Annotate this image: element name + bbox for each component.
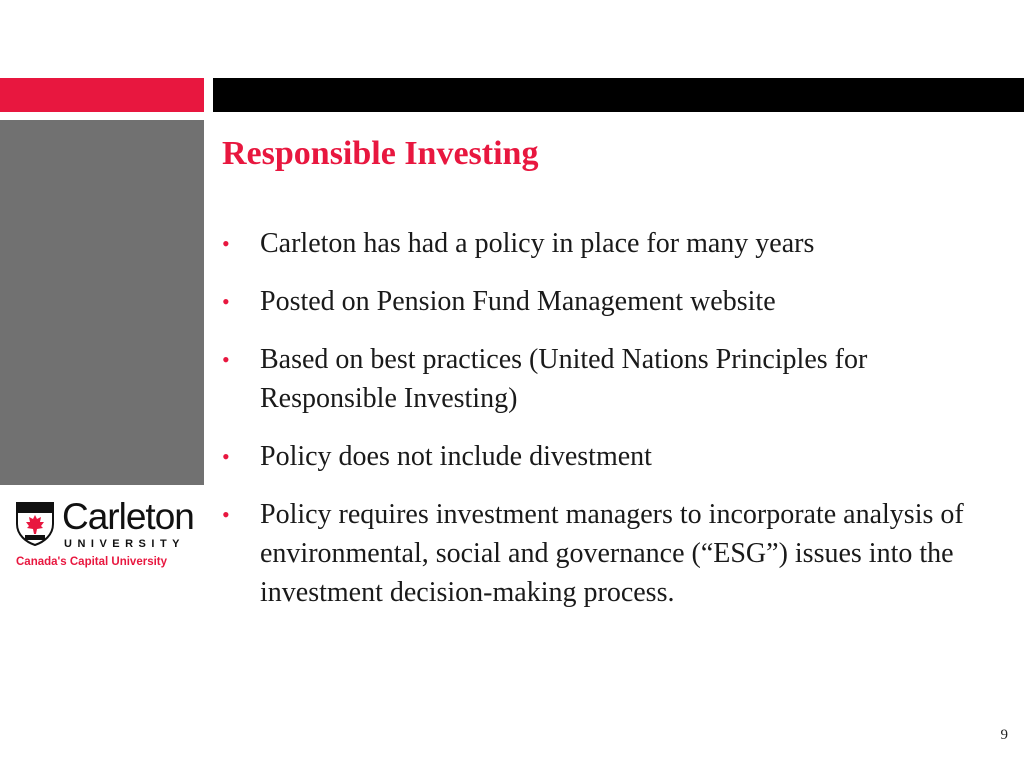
header-dark-bar — [213, 78, 1024, 112]
bullet-text: Policy requires investment managers to incorporate analysis of environmental, social and governance (“ESG”) issues into the investment decision-making process. — [260, 499, 964, 608]
logo-tagline: Canada's Capital University — [16, 556, 168, 568]
logo-subtitle: UNIVERSITY — [64, 538, 186, 550]
slide-title: Responsible Investing — [222, 135, 539, 172]
bullet-item — [222, 282, 992, 321]
carleton-shield-icon — [16, 502, 54, 546]
bullet-item — [222, 224, 992, 263]
bullet-list — [222, 224, 992, 631]
header-accent-bar — [0, 78, 204, 112]
bullet-item — [222, 495, 992, 612]
bullet-text: Carleton has had a policy in place for many years — [260, 228, 815, 259]
bullet-item — [222, 437, 992, 476]
bullet-icon: • — [222, 444, 230, 469]
bullet-icon: • — [222, 231, 230, 256]
bullet-icon: • — [222, 289, 230, 314]
bullet-text: Policy does not include divestment — [260, 441, 652, 472]
logo-wordmark: Carleton — [62, 496, 194, 537]
bullet-icon: • — [222, 347, 230, 372]
bullet-text: Based on best practices (United Nations Principles for Responsible Investing) — [260, 344, 868, 414]
bullet-item — [222, 340, 992, 418]
carleton-logo — [14, 498, 194, 573]
bullet-text: Posted on Pension Fund Management website — [260, 286, 776, 317]
bullet-icon: • — [222, 502, 230, 527]
side-panel — [0, 120, 204, 485]
page-number: 9 — [1000, 727, 1008, 743]
